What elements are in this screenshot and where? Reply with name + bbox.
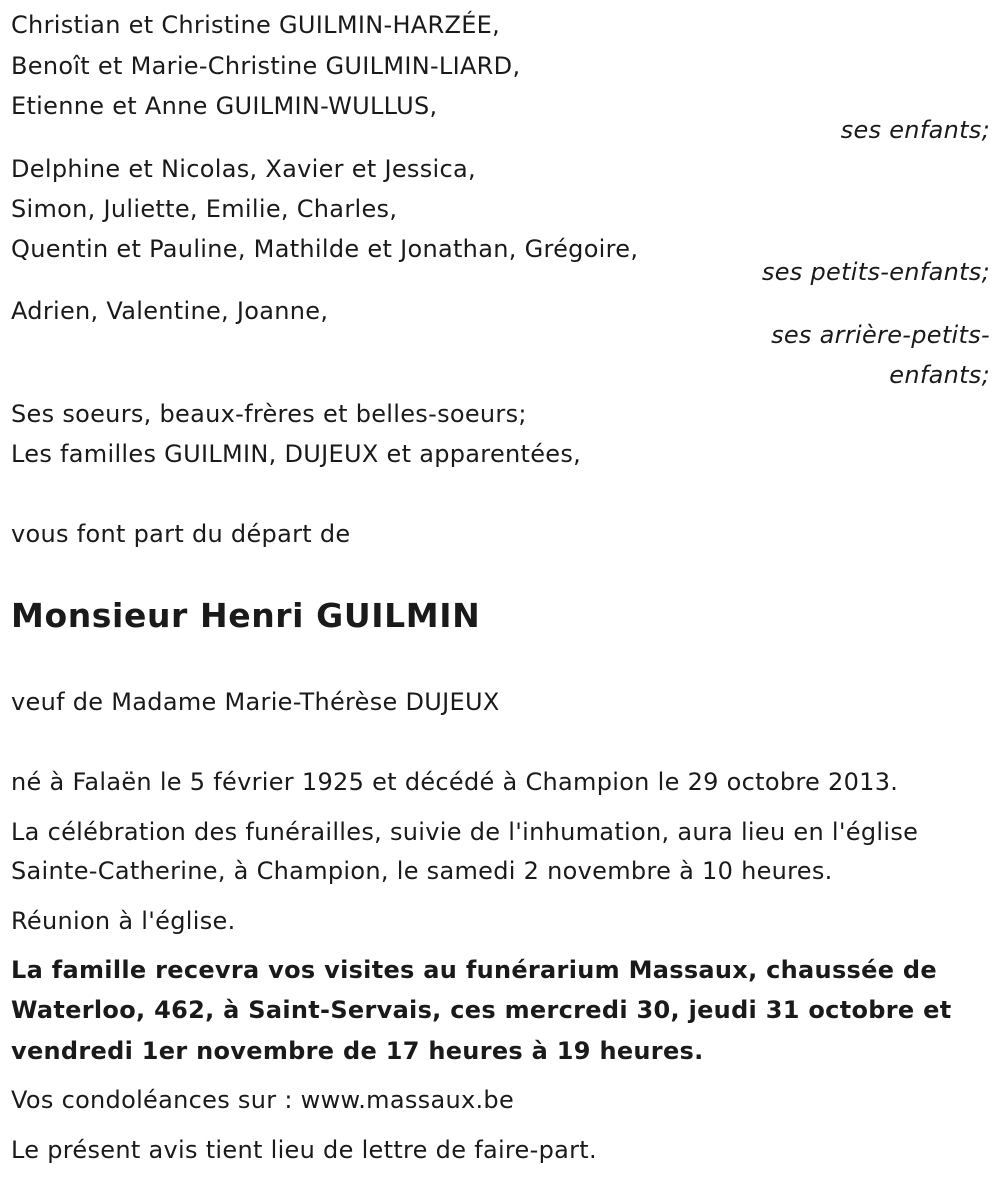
- children-role: ses enfants;: [840, 116, 990, 144]
- meeting-text: Réunion à l'église.: [11, 907, 236, 935]
- children-line-2: Benoît et Marie-Christine GUILMIN-LIARD,: [11, 52, 521, 80]
- visits-line-1: La famille recevra vos visites au funérarium Massaux, chaussée de: [11, 956, 937, 984]
- children-line-3: Etienne et Anne GUILMIN-WULLUS,: [11, 92, 438, 120]
- family-line-2: Les familles GUILMIN, DUJEUX et apparentées,: [11, 440, 582, 468]
- deceased-name: Monsieur Henri GUILMIN: [11, 596, 481, 635]
- condolences-text: Vos condoléances sur : www.massaux.be: [11, 1086, 515, 1114]
- ceremony-line-1: La célébration des funérailles, suivie de l'inhumation, aura lieu en l'église: [11, 818, 919, 846]
- grandchildren-role: ses petits-enfants;: [761, 258, 990, 286]
- great-grandchildren-line-1: Adrien, Valentine, Joanne,: [11, 297, 329, 325]
- notice-text: Le présent avis tient lieu de lettre de faire-part.: [11, 1136, 597, 1164]
- birth-death-text: né à Falaën le 5 février 1925 et décédé à Champion le 29 octobre 2013.: [11, 768, 899, 796]
- children-line-1: Christian et Christine GUILMIN-HARZÉE,: [11, 11, 501, 39]
- great-grandchildren-role-line-2: enfants;: [889, 361, 990, 389]
- grandchildren-line-3: Quentin et Pauline, Mathilde et Jonathan, Grégoire,: [11, 235, 639, 263]
- family-line-1: Ses soeurs, beaux-frères et belles-soeurs;: [11, 400, 527, 428]
- announcement-text: vous font part du départ de: [11, 520, 351, 548]
- grandchildren-line-2: Simon, Juliette, Emilie, Charles,: [11, 195, 398, 223]
- great-grandchildren-role-line-1: ses arrière-petits-: [771, 321, 990, 349]
- visits-line-2: Waterloo, 462, à Saint-Servais, ces mercredi 30, jeudi 31 octobre et: [11, 996, 952, 1024]
- ceremony-line-2: Sainte-Catherine, à Champion, le samedi 2 novembre à 10 heures.: [11, 857, 833, 885]
- spouse-text: veuf de Madame Marie-Thérèse DUJEUX: [11, 688, 500, 716]
- grandchildren-line-1: Delphine et Nicolas, Xavier et Jessica,: [11, 155, 476, 183]
- visits-line-3: vendredi 1er novembre de 17 heures à 19 heures.: [11, 1037, 704, 1065]
